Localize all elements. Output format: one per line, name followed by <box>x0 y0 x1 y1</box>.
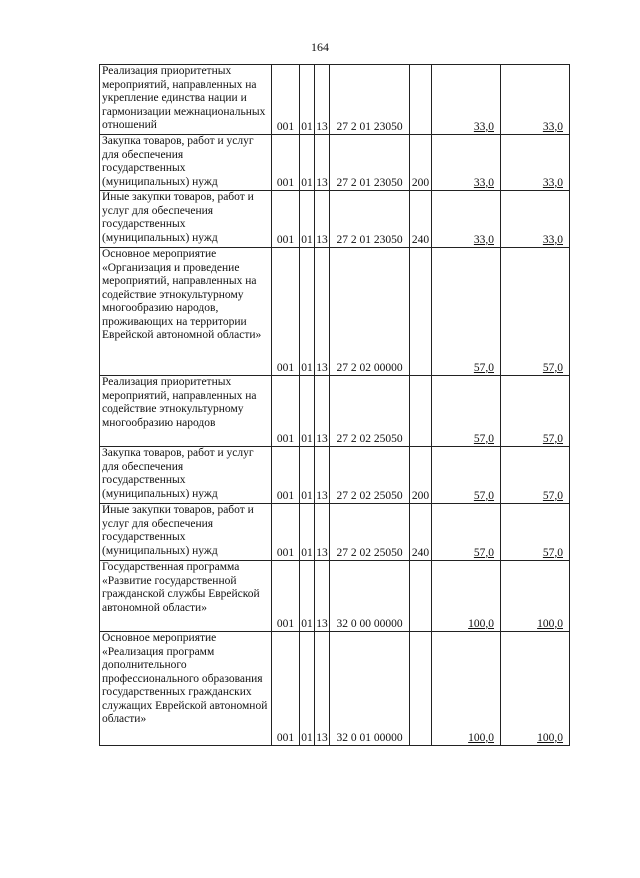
target-code: 27 2 01 23050 <box>330 135 410 191</box>
amount-2: 100,0 <box>501 632 570 746</box>
amount-2: 100,0 <box>501 561 570 632</box>
ministry-code: 001 <box>272 447 300 504</box>
expense-type-code <box>410 376 432 447</box>
table-row <box>100 191 570 248</box>
amount-2: 57,0 <box>501 248 570 376</box>
amount-1: 57,0 <box>432 447 501 504</box>
budget-table <box>99 64 570 746</box>
ministry-code: 001 <box>272 135 300 191</box>
target-code: 27 2 02 25050 <box>330 447 410 504</box>
section-code: 01 <box>300 135 315 191</box>
page-number: 164 <box>311 40 329 54</box>
ministry-code: 001 <box>272 65 300 135</box>
row-name: Основное мероприятие «Организация и проведение мероприятий, направленных на содействие этнокультурному многообразию народов, проживающих на территории Еврейской автономной области» <box>100 248 272 376</box>
table-row <box>100 561 570 632</box>
subsection-code: 13 <box>315 632 330 746</box>
amount-2: 33,0 <box>501 135 570 191</box>
section-code: 01 <box>300 376 315 447</box>
expense-type-code: 200 <box>410 135 432 191</box>
expense-type-code <box>410 248 432 376</box>
section-code: 01 <box>300 248 315 376</box>
amount-1: 57,0 <box>432 376 501 447</box>
amount-1: 57,0 <box>432 504 501 561</box>
row-name: Иные закупки товаров, работ и услуг для обеспечения государственных (муниципальных) нужд <box>100 504 272 561</box>
subsection-code: 13 <box>315 561 330 632</box>
section-code: 01 <box>300 561 315 632</box>
row-name: Закупка товаров, работ и услуг для обеспечения государственных (муниципальных) нужд <box>100 135 272 191</box>
expense-type-code: 240 <box>410 191 432 248</box>
row-name: Основное мероприятие «Реализация программ дополнительного профессионального образования государственных гражданских служащих Еврейской автономной области» <box>100 632 272 746</box>
amount-2: 57,0 <box>501 504 570 561</box>
subsection-code: 13 <box>315 447 330 504</box>
ministry-code: 001 <box>272 632 300 746</box>
expense-type-code <box>410 65 432 135</box>
amount-1: 100,0 <box>432 561 501 632</box>
section-code: 01 <box>300 632 315 746</box>
row-name: Реализация приоритетных мероприятий, направленных на содействие этнокультурному многообразию народов <box>100 376 272 447</box>
ministry-code: 001 <box>272 561 300 632</box>
amount-2: 57,0 <box>501 447 570 504</box>
subsection-code: 13 <box>315 504 330 561</box>
amount-1: 33,0 <box>432 65 501 135</box>
row-name: Государственная программа «Развитие государственной гражданской службы Еврейской автономной области» <box>100 561 272 632</box>
table-row <box>100 504 570 561</box>
row-name: Закупка товаров, работ и услуг для обеспечения государственных (муниципальных) нужд <box>100 447 272 504</box>
amount-1: 33,0 <box>432 191 501 248</box>
ministry-code: 001 <box>272 191 300 248</box>
subsection-code: 13 <box>315 65 330 135</box>
subsection-code: 13 <box>315 135 330 191</box>
table-row <box>100 248 570 376</box>
amount-1: 33,0 <box>432 135 501 191</box>
subsection-code: 13 <box>315 376 330 447</box>
row-name: Реализация приоритетных мероприятий, направленных на укрепление единства нации и гармонизации межнациональных отношений <box>100 65 272 135</box>
row-name: Иные закупки товаров, работ и услуг для обеспечения государственных (муниципальных) нужд <box>100 191 272 248</box>
section-code: 01 <box>300 191 315 248</box>
target-code: 32 0 01 00000 <box>330 632 410 746</box>
amount-1: 100,0 <box>432 632 501 746</box>
table-row <box>100 376 570 447</box>
table-row <box>100 447 570 504</box>
expense-type-code <box>410 561 432 632</box>
ministry-code: 001 <box>272 504 300 561</box>
section-code: 01 <box>300 447 315 504</box>
target-code: 27 2 01 23050 <box>330 65 410 135</box>
expense-type-code: 200 <box>410 447 432 504</box>
amount-2: 57,0 <box>501 376 570 447</box>
expense-type-code <box>410 632 432 746</box>
amount-2: 33,0 <box>501 65 570 135</box>
amount-2: 33,0 <box>501 191 570 248</box>
target-code: 32 0 00 00000 <box>330 561 410 632</box>
target-code: 27 2 02 25050 <box>330 504 410 561</box>
target-code: 27 2 02 25050 <box>330 376 410 447</box>
subsection-code: 13 <box>315 248 330 376</box>
ministry-code: 001 <box>272 248 300 376</box>
table-row <box>100 65 570 135</box>
ministry-code: 001 <box>272 376 300 447</box>
section-code: 01 <box>300 65 315 135</box>
section-code: 01 <box>300 504 315 561</box>
table-row <box>100 135 570 191</box>
table-row <box>100 632 570 746</box>
target-code: 27 2 01 23050 <box>330 191 410 248</box>
expense-type-code: 240 <box>410 504 432 561</box>
amount-1: 57,0 <box>432 248 501 376</box>
subsection-code: 13 <box>315 191 330 248</box>
target-code: 27 2 02 00000 <box>330 248 410 376</box>
